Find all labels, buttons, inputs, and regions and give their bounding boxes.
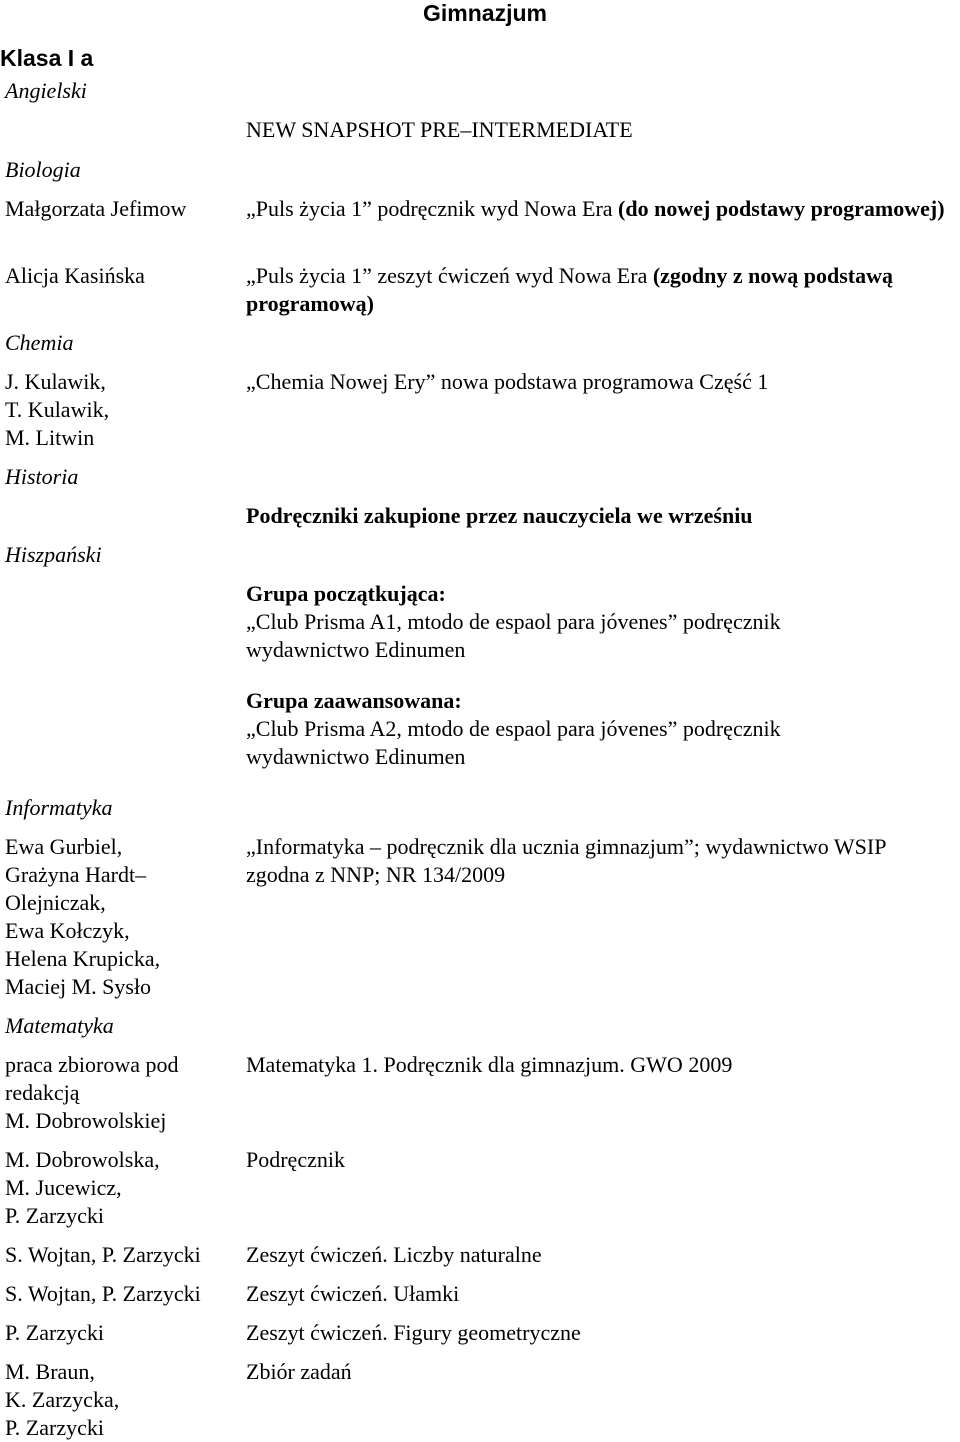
matematyka-author: K. Zarzycka, <box>5 1387 120 1412</box>
matematyka-author: S. Wojtan, P. Zarzycki <box>5 1242 201 1267</box>
matematyka-row-authors <box>5 1241 230 1269</box>
matematyka-row-authors <box>5 1358 230 1442</box>
matematyka-author: S. Wojtan, P. Zarzycki <box>5 1281 201 1306</box>
historia-note: Podręczniki zakupione przez nauczyciela we wrześniu <box>246 503 753 528</box>
subject-chemia: Chemia <box>5 330 74 355</box>
subject-historia: Historia <box>5 464 79 489</box>
group-publisher: wydawnictwo Edinumen <box>246 637 466 662</box>
biologia-book-2-title: „Puls życia 1” zeszyt ćwiczeń wyd Nowa Era <box>246 263 653 288</box>
hiszpanski-group-beginner <box>246 580 958 664</box>
matematyka-author: P. Zarzycki <box>5 1203 104 1228</box>
subject-hiszpanski: Hiszpański <box>5 542 102 567</box>
chemia-author: J. Kulawik, <box>5 369 106 394</box>
informatyka-author: Maciej M. Sysło <box>5 974 152 999</box>
class-title: Klasa I a <box>0 45 94 71</box>
matematyka-author: M. Jucewicz, <box>5 1175 122 1200</box>
matematyka-row-title: Matematyka 1. Podręcznik dla gimnazjum. GWO 2009 <box>246 1052 733 1077</box>
matematyka-author: P. Zarzycki <box>5 1320 104 1345</box>
informatyka-author: Ewa Kołczyk, <box>5 918 130 943</box>
informatyka-book <box>246 833 958 889</box>
matematyka-row-title: Podręcznik <box>246 1147 345 1172</box>
group-label: Grupa początkująca: <box>246 581 446 606</box>
biologia-book-2-note: (zgodny z nową podstawą programową) <box>246 263 894 316</box>
matematyka-row-title: Zeszyt ćwiczeń. Ułamki <box>246 1281 460 1306</box>
biologia-book-2 <box>246 262 958 318</box>
biologia-author-1: Małgorzata Jefimow <box>5 196 187 221</box>
informatyka-book-line: zgodna z NNP; NR 134/2009 <box>246 862 506 887</box>
school-header: Gimnazjum <box>423 0 547 26</box>
chemia-author: M. Litwin <box>5 425 95 450</box>
chemia-author: T. Kulawik, <box>5 397 110 422</box>
informatyka-author: Olejniczak, <box>5 890 106 915</box>
matematyka-author: M. Dobrowolska, <box>5 1147 160 1172</box>
biologia-book-1 <box>246 195 958 223</box>
chemia-authors <box>5 368 230 452</box>
subject-informatyka: Informatyka <box>5 795 113 820</box>
angielski-book: NEW SNAPSHOT PRE–INTERMEDIATE <box>246 117 633 142</box>
informatyka-book-line: „Informatyka – podręcznik dla ucznia gimnazjum”; wydawnictwo WSIP <box>246 834 887 859</box>
matematyka-row-authors <box>5 1280 230 1308</box>
matematyka-row-authors <box>5 1146 230 1230</box>
informatyka-authors <box>5 833 230 1001</box>
matematyka-row-authors <box>5 1319 230 1347</box>
matematyka-row-title: Zeszyt ćwiczeń. Liczby naturalne <box>246 1242 542 1267</box>
group-publisher: wydawnictwo Edinumen <box>246 744 466 769</box>
matematyka-author: P. Zarzycki <box>5 1415 104 1440</box>
biologia-book-1-title: „Puls życia 1” podręcznik wyd Nowa Era <box>246 196 619 221</box>
informatyka-author: Ewa Gurbiel, <box>5 834 123 859</box>
informatyka-author: Grażyna Hardt– <box>5 862 147 887</box>
matematyka-author: praca zbiorowa pod <box>5 1052 179 1077</box>
biologia-book-1-note: (do nowej podstawy programowej) <box>618 196 945 221</box>
matematyka-row-title: Zeszyt ćwiczeń. Figury geometryczne <box>246 1320 581 1345</box>
matematyka-author: M. Braun, <box>5 1359 95 1384</box>
matematyka-author: redakcją <box>5 1080 80 1105</box>
group-book: „Club Prisma A1, mtodo de espaol para jóvenes” podręcznik <box>246 609 781 634</box>
hiszpanski-group-advanced <box>246 687 958 771</box>
subject-biologia: Biologia <box>5 157 81 182</box>
informatyka-author: Helena Krupicka, <box>5 946 161 971</box>
subject-angielski: Angielski <box>5 78 87 103</box>
matematyka-row-title: Zbiór zadań <box>246 1359 352 1384</box>
group-label: Grupa zaawansowana: <box>246 688 462 713</box>
subject-matematyka: Matematyka <box>5 1013 114 1038</box>
chemia-book: „Chemia Nowej Ery” nowa podstawa programowa Część 1 <box>246 369 769 394</box>
group-book: „Club Prisma A2, mtodo de espaol para jóvenes” podręcznik <box>246 716 781 741</box>
biologia-author-2: Alicja Kasińska <box>5 263 145 288</box>
matematyka-row-authors <box>5 1051 230 1135</box>
matematyka-author: M. Dobrowolskiej <box>5 1108 167 1133</box>
